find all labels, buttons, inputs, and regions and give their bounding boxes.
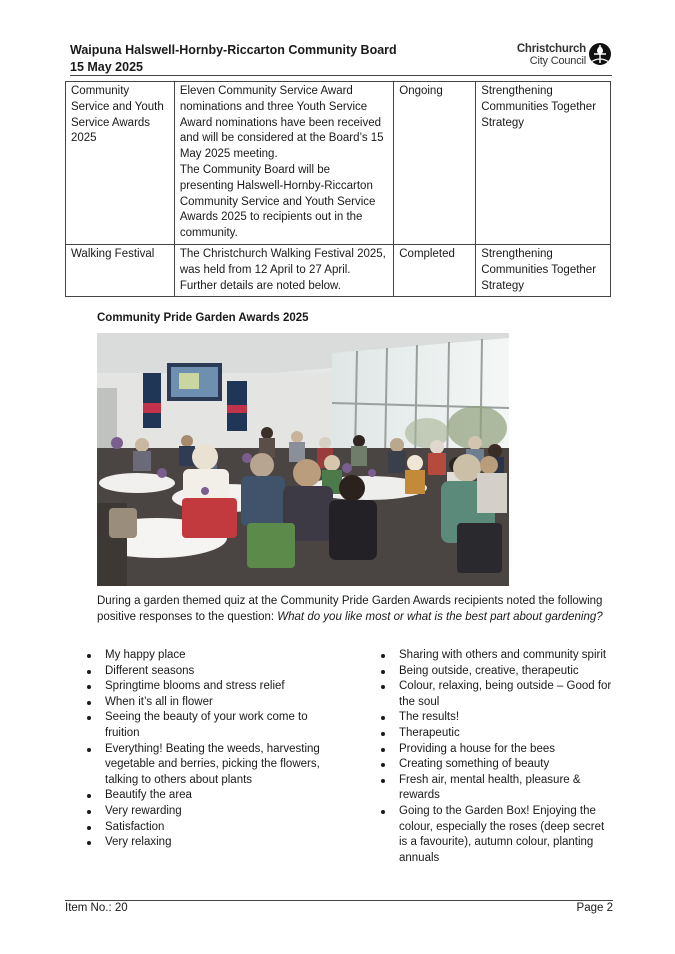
- cell-line: Ongoing: [399, 85, 443, 97]
- table-cell-project: [66, 244, 175, 296]
- board-title: Waipuna Halswell-Hornby-Riccarton Community Board: [70, 43, 397, 57]
- list-item: Fresh air, mental health, pleasure & rewards: [379, 773, 615, 804]
- meeting-date: 15 May 2025: [70, 60, 143, 74]
- list-item: Satisfaction: [85, 820, 325, 836]
- list-item: Therapeutic: [379, 726, 615, 742]
- cell-line: Communities Together: [481, 263, 597, 276]
- cell-line: Communities Together: [481, 100, 597, 113]
- page-number: Page 2: [576, 902, 613, 914]
- item-number: Item No.: 20: [65, 902, 128, 914]
- cell-line: Completed: [399, 247, 455, 260]
- cell-line: Strengthening: [481, 247, 553, 260]
- table-cell-description: [174, 82, 393, 245]
- list-item: Sharing with others and community spirit: [379, 648, 615, 664]
- photo-caption: [97, 594, 617, 626]
- list-item: Providing a house for the bees: [379, 742, 615, 758]
- project-table: [65, 81, 611, 297]
- table-cell-description: [174, 244, 393, 296]
- cell-line: Walking Festival: [71, 247, 155, 260]
- page-header: [70, 42, 612, 76]
- cell-line: The Christchurch Walking Festival 2025,: [179, 247, 386, 260]
- logo-line-2: City Council: [529, 55, 586, 67]
- cell-line: The Community Board will be: [179, 163, 331, 176]
- table-cell-status: [394, 244, 476, 296]
- cell-line: 2025: [71, 132, 97, 145]
- cell-line: Service Awards: [71, 116, 151, 129]
- cell-line: Strategy: [481, 116, 525, 129]
- cell-line: Strategy: [481, 279, 525, 292]
- list-item: Colour, relaxing, being outside – Good for the soul: [379, 679, 615, 710]
- cell-line: Awards 2025 to recipients out in the: [179, 211, 363, 224]
- list-item: Going to the Garden Box! Enjoying the colour, especially the roses (deep secret is a favourite), autumn colour, planting annuals: [379, 804, 615, 866]
- cell-line: Further details are noted below.: [179, 279, 341, 292]
- page-footer: [65, 900, 613, 914]
- cell-line: community.: [179, 227, 238, 240]
- list-item: When it’s all in flower: [85, 695, 325, 711]
- list-item: Very relaxing: [85, 835, 325, 851]
- list-item: Different seasons: [85, 664, 325, 680]
- section-title: Community Pride Garden Awards 2025: [97, 312, 309, 324]
- list-item: Everything! Beating the weeds, harvesting vegetable and berries, picking the flowers, talking to others about plants: [85, 742, 325, 789]
- list-item: Very rewarding: [85, 804, 325, 820]
- cell-line: Eleven Community Service Award: [179, 85, 353, 97]
- caption-text: During a garden themed quiz at the Community Pride Garden Awards recipients noted the following positive responses to the question:: [97, 595, 603, 623]
- table-cell-strategy: [476, 82, 611, 245]
- cell-line: Strengthening: [481, 85, 553, 97]
- list-item: My happy place: [85, 648, 325, 664]
- list-item: The results!: [379, 710, 615, 726]
- cell-line: Community: [71, 85, 130, 97]
- table-row: [66, 82, 611, 245]
- responses-list-right: [379, 648, 615, 866]
- event-photo: [97, 333, 509, 586]
- list-item: Seeing the beauty of your work come to fruition: [85, 710, 325, 741]
- list-item: Springtime blooms and stress relief: [85, 679, 325, 695]
- caption-question: What do you like most or what is the best part about gardening?: [277, 610, 603, 623]
- list-item: Creating something of beauty: [379, 757, 615, 773]
- table-cell-status: [394, 82, 476, 245]
- list-item: Beautify the area: [85, 788, 325, 804]
- table-cell-project: [66, 82, 175, 245]
- responses-list-left: [85, 648, 325, 851]
- table-cell-strategy: [476, 244, 611, 296]
- logo-line-1: Christchurch: [516, 43, 586, 55]
- council-logo: [504, 42, 612, 70]
- cell-line: nominations and three Youth Service: [179, 100, 368, 113]
- cathedral-icon: [588, 42, 612, 68]
- table-row: [66, 244, 611, 296]
- cell-line: Award nominations have been received: [179, 116, 381, 129]
- cell-line: May 2025 meeting.: [179, 148, 278, 161]
- cell-line: was held from 12 April to 27 April.: [179, 263, 351, 276]
- list-item: Being outside, creative, therapeutic: [379, 664, 615, 680]
- cell-line: Community Service and Youth Service: [179, 195, 376, 208]
- cell-line: Service and Youth: [71, 100, 164, 113]
- crowd-photo-illustration: [97, 333, 509, 586]
- cell-line: and will be considered at the Board’s 15: [179, 132, 384, 145]
- cell-line: presenting Halswell-Hornby-Riccarton: [179, 179, 373, 192]
